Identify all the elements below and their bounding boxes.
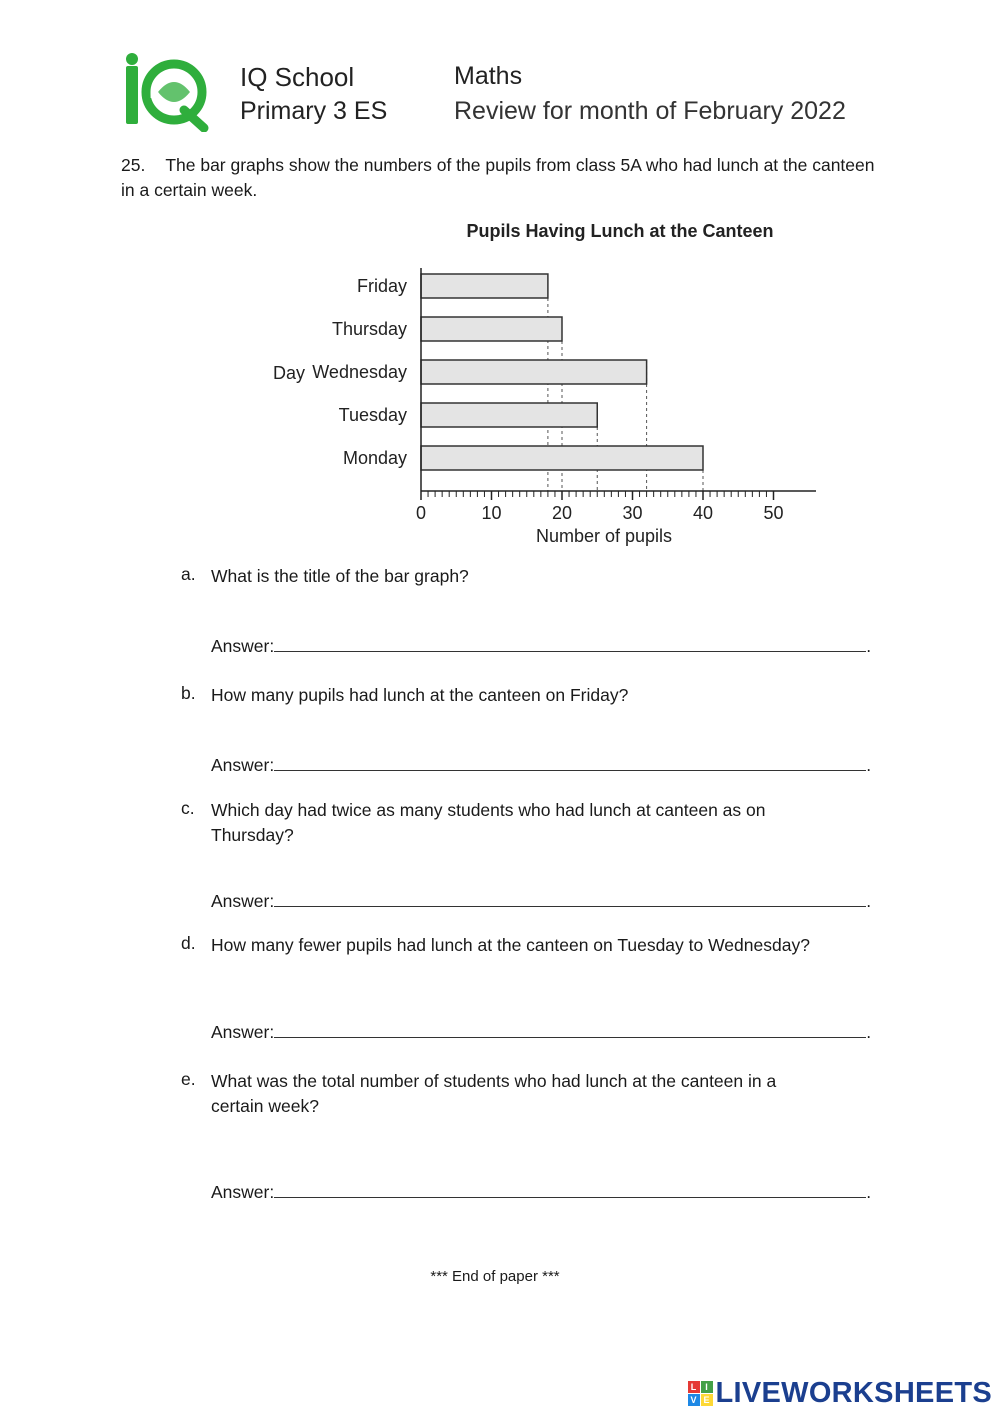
bar-monday: [421, 446, 703, 470]
tick-label: 50: [763, 503, 784, 523]
category-label-friday: Friday: [356, 276, 407, 296]
subquestion-label: b.: [181, 683, 196, 703]
subquestion-text: How many fewer pupils had lunch at the canteen on Tuesday to Wednesday?: [211, 935, 810, 955]
icon-letter: I: [701, 1381, 713, 1393]
answer-input-b[interactable]: [274, 753, 866, 771]
chart-title: Pupils Having Lunch at the Canteen: [466, 221, 774, 241]
category-label-tuesday: Tuesday: [338, 405, 407, 425]
tick-label: 30: [622, 503, 643, 523]
answer-end: .: [866, 755, 872, 775]
icon-letter: L: [688, 1381, 700, 1393]
subquestion-label: e.: [181, 1069, 196, 1089]
answer-label: Answer:: [211, 755, 275, 775]
answer-end: .: [866, 1022, 872, 1042]
subquestion-text: What was the total number of students who had lunch at the canteen in a: [211, 1071, 777, 1091]
answer-end: .: [866, 891, 872, 911]
tick-label: 20: [551, 503, 573, 523]
bar-thursday: [421, 317, 562, 341]
liveworksheets-logo-text: LIVEWORKSHEETS: [715, 1376, 992, 1409]
x-axis-label: Number of pupils: [535, 526, 673, 546]
question-number: 25.: [121, 155, 146, 175]
answer-line-b: [211, 753, 871, 776]
subquestion-label: d.: [181, 933, 196, 953]
subquestion-label: a.: [181, 564, 196, 584]
answer-input-a[interactable]: [274, 634, 866, 652]
subquestion-text-cont: certain week?: [211, 1096, 319, 1116]
answer-input-e[interactable]: [274, 1180, 866, 1198]
bar-tuesday: [421, 403, 597, 427]
category-label-thursday: Thursday: [331, 319, 407, 339]
icon-letter: V: [688, 1394, 700, 1406]
subquestion-text: How many pupils had lunch at the canteen on Friday?: [211, 685, 629, 705]
icon-letter: E: [701, 1394, 713, 1406]
liveworksheets-icon: [688, 1381, 713, 1406]
bar-wednesday: [421, 360, 647, 384]
logo-text: IQ: [150, 90, 160, 100]
answer-input-c[interactable]: [274, 889, 866, 907]
answer-line-c: [211, 889, 871, 912]
bar-chart: [240, 210, 840, 555]
answer-line-e: [211, 1180, 871, 1203]
question-intro: [121, 153, 881, 203]
subquestion-text-cont: Thursday?: [211, 825, 294, 845]
answer-end: .: [866, 1182, 872, 1202]
answer-end: .: [866, 636, 872, 656]
category-label-wednesday: Wednesday: [312, 362, 407, 382]
school-name: IQ School: [240, 62, 355, 92]
bar-friday: [421, 274, 548, 298]
tick-label: 10: [481, 503, 502, 523]
review-title: Review for month of February 2022: [454, 97, 846, 125]
subquestion-text: What is the title of the bar graph?: [211, 566, 469, 586]
question-text: The bar graphs show the numbers of the pupils from class 5A who had lunch at the canteen in a certain week.: [121, 155, 875, 200]
answer-label: Answer:: [211, 1182, 275, 1202]
answer-input-d[interactable]: [274, 1020, 866, 1038]
subquestion-label: c.: [181, 798, 195, 818]
school-logo: [118, 52, 210, 132]
class-name: Primary 3 ES: [240, 97, 388, 125]
answer-label: Answer:: [211, 1022, 275, 1042]
liveworksheets-brand[interactable]: [688, 1376, 993, 1410]
tick-label: 40: [692, 503, 714, 523]
end-of-paper: *** End of paper ***: [430, 1268, 560, 1285]
answer-label: Answer:: [211, 891, 275, 911]
bar-chart-svg: [240, 210, 840, 555]
subject-name: Maths: [454, 62, 523, 90]
answer-line-a: [211, 634, 871, 657]
answer-line-d: [211, 1020, 871, 1043]
subquestion-text: Which day had twice as many students who had lunch at canteen as on: [211, 800, 766, 820]
y-axis-label: Day: [273, 363, 306, 383]
answer-label: Answer:: [211, 636, 275, 656]
tick-label: 0: [415, 503, 427, 523]
category-label-monday: Monday: [342, 448, 407, 468]
